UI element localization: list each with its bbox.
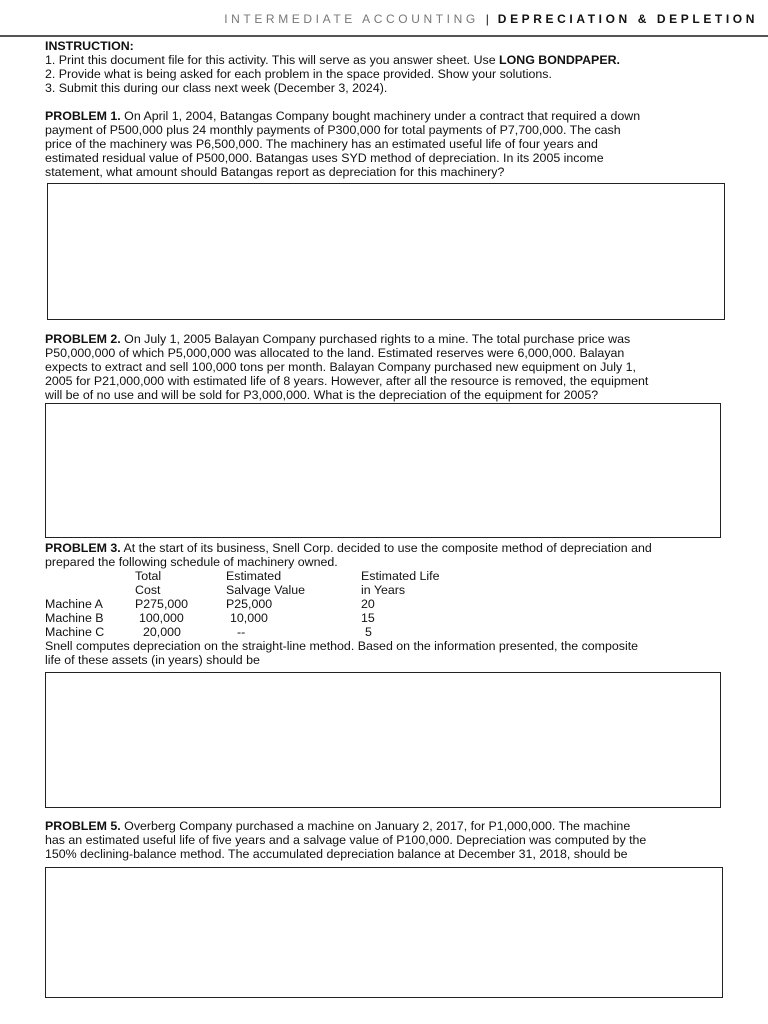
instruction-line-1-text: 1. Print this document file for this activity. This will serve as you answer sheet. Use	[45, 53, 500, 67]
instruction-heading: INSTRUCTION:	[45, 39, 134, 53]
schedule-row-life: 15	[361, 611, 375, 625]
problem-1-line-2: payment of P500,000 plus 24 monthly payments of P300,000 for total payments of P7,700,000. The cash	[45, 123, 621, 137]
problem-2-line-2: P50,000,000 of which P5,000,000 was allocated to the land. Estimated reserves were 6,000,000. Balayan	[45, 346, 625, 360]
problem-3-label: PROBLEM 3.	[45, 541, 121, 555]
problem-2-line-1-text: On July 1, 2005 Balayan Company purchased rights to a mine. The total purchase price was	[120, 332, 631, 346]
schedule-row-life: 5	[365, 625, 372, 639]
problem-5-section	[45, 819, 725, 998]
problem-5-line-1	[45, 819, 725, 833]
schedule-header-in-years: in Years	[361, 583, 406, 597]
problem-5-label: PROBLEM 5.	[45, 819, 121, 833]
schedule-row-salvage: --	[237, 625, 246, 639]
problem-2-line-4: 2005 for P21,000,000 with estimated life of 8 years. However, after all the resource is removed, the equipment	[45, 374, 649, 388]
document-body	[45, 39, 725, 998]
header-topic: DEPRECIATION & DEPLETION	[497, 12, 758, 26]
problem-2-label: PROBLEM 2.	[45, 332, 121, 346]
schedule-header-total: Total	[135, 569, 162, 583]
problem-5-line-1-text: Overberg Company purchased a machine on January 2, 2017, for P1,000,000. The machine	[120, 819, 631, 833]
instruction-line-2: 2. Provide what is being asked for each problem in the space provided. Show your solutions.	[45, 67, 552, 81]
problem-2-answer-box[interactable]	[45, 403, 721, 538]
schedule-header-estimated: Estimated	[226, 569, 282, 583]
problem-2-line-1	[45, 332, 725, 346]
instruction-line-1-bold: LONG BONDPAPER.	[499, 53, 620, 67]
document-header	[224, 12, 758, 26]
instruction-line-3: 3. Submit this during our class next week (December 3, 2024).	[45, 81, 388, 95]
schedule-row-cost: 100,000	[139, 611, 184, 625]
problem-5-line-3: 150% declining-balance method. The accumulated depreciation balance at December 31, 2018, should be	[45, 847, 628, 861]
header-subject: INTERMEDIATE ACCOUNTING	[224, 12, 479, 26]
problem-1-line-5: statement, what amount should Batangas report as depreciation for this machinery?	[45, 165, 505, 179]
machinery-schedule	[45, 569, 725, 639]
schedule-row-name: Machine A	[45, 597, 103, 611]
problem-1-label: PROBLEM 1.	[45, 109, 121, 123]
problem-1-line-3: price of the machinery was P6,500,000. The machinery has an estimated useful life of four years and	[45, 137, 598, 151]
problem-3-section	[45, 541, 725, 808]
schedule-row-cost: 20,000	[143, 625, 181, 639]
problem-3-line-2: prepared the following schedule of machinery owned.	[45, 555, 338, 569]
problem-1-line-1	[45, 109, 725, 123]
schedule-row-name: Machine C	[45, 625, 105, 639]
problem-3-line-4: life of these assets (in years) should be	[45, 653, 260, 667]
schedule-row-life: 20	[361, 597, 375, 611]
schedule-header-cost: Cost	[135, 583, 161, 597]
schedule-header-salvage-value: Salvage Value	[226, 583, 305, 597]
problem-2-line-3: expects to extract and sell 100,000 tons per month. Balayan Company purchased new equipment on July 1,	[45, 360, 636, 374]
problem-3-line-3: Snell computes depreciation on the straight-line method. Based on the information presented, the composite	[45, 639, 639, 653]
problem-5-line-2: has an estimated useful life of five years and a salvage value of P100,000. Depreciation was computed by the	[45, 833, 647, 847]
problem-1-line-1-text: On April 1, 2004, Batangas Company bought machinery under a contract that required a down	[120, 109, 641, 123]
schedule-row-name: Machine B	[45, 611, 104, 625]
problem-2-section	[45, 332, 725, 538]
problem-2-line-5: will be of no use and will be sold for P3,000,000. What is the depreciation of the equipment for 2005?	[45, 388, 599, 402]
problem-1-answer-box[interactable]	[47, 183, 725, 320]
header-separator: |	[485, 12, 489, 26]
problem-3-answer-box[interactable]	[45, 672, 721, 808]
schedule-row-salvage: 10,000	[230, 611, 268, 625]
problem-3-line-1-text: At the start of its business, Snell Corp. decided to use the composite method of depreciation and	[120, 541, 652, 555]
problem-1-line-4: estimated residual value of P500,000. Batangas uses SYD method of depreciation. In its 2005 income	[45, 151, 604, 165]
problem-3-line-1	[45, 541, 725, 555]
problem-1-section	[45, 109, 725, 320]
instruction-section	[45, 39, 725, 95]
schedule-row-cost: P275,000	[135, 597, 189, 611]
schedule-row-salvage: P25,000	[226, 597, 273, 611]
header-divider	[0, 35, 768, 37]
problem-5-answer-box[interactable]	[45, 867, 723, 998]
instruction-line-1	[45, 53, 725, 67]
schedule-header-estimated-life: Estimated Life	[361, 569, 440, 583]
